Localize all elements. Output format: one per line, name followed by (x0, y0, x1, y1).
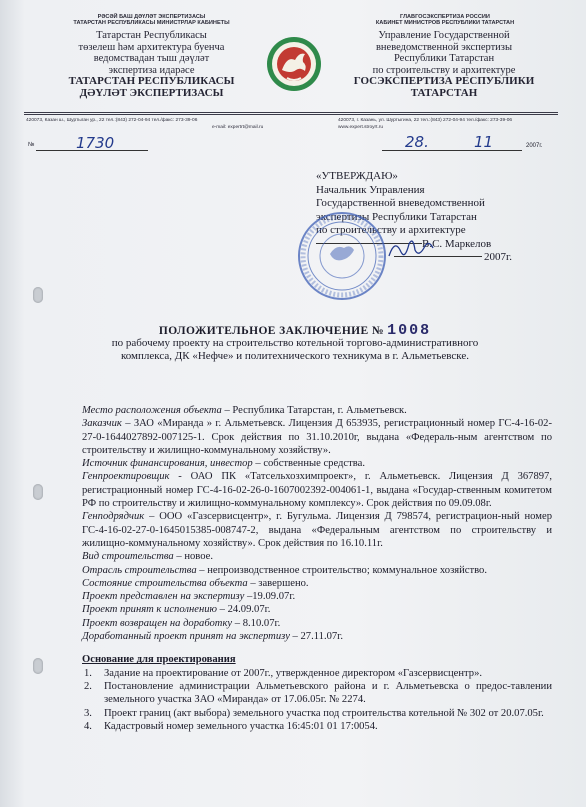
list-text: Задание на проектирование от 2007г., утвержденное директором «Газсервисцентр». (104, 667, 483, 679)
header-line: ТАТАРСТАН РЕСПУБЛИКАСЫ МИНИСТРЛАР КАБИНЕТЫ (73, 20, 230, 27)
field-submitted (82, 590, 552, 603)
header-line: ГЛАВГОСЭКСПЕРТИЗА РОССИИ (400, 14, 490, 20)
tatarstan-emblem-icon (265, 34, 323, 94)
field-label: Место расположения объекта (82, 405, 222, 416)
address-right: 420073, г. Казань, ул. Шуртыгина, 22 тел.:(843) 272-04-94 тел./факс: 273-39-06 (338, 118, 513, 123)
field-finance (82, 457, 552, 470)
field-customer (82, 417, 552, 457)
field-value: – ООО «Газсервисцентр», г. Бугульма. Лицензия Д 798574, регистрацион-ный номер ГС-4-16-02-27-0-1645015385-008747-2, выдана «Федеральным агентством по строительству и жилищно-коммунальному хозяйству». Срок действия по 16.10.11г. (82, 511, 552, 549)
header-line: ведомствадан тыш дәүләт (93, 53, 210, 64)
field-value: - ОАО ПК «Татсельхозхимпроект», г. Альметьевск. Лицензия Д 367897, регистрационный номер ГС-4-16-02-26-0-1607002392-004061-1, выдана «Государ-ственным комитетом РФ по строительству и жилищно-коммунальному комплексу». Срок действия по 09.09.08г. (82, 471, 552, 510)
field-value: – новое. (173, 551, 214, 563)
list-number: 1. (84, 667, 92, 679)
field-label: Проект принят к исполнению (82, 604, 217, 616)
basis-heading: Основание для проектирования (82, 654, 236, 666)
letterhead-right-small (340, 14, 550, 27)
field-value: – непроизводственное строительство; коммунальное хозяйство. (196, 564, 488, 576)
letterhead-left (44, 30, 259, 99)
field-contractor (82, 510, 552, 550)
header-line: Управление Государственной (378, 30, 510, 41)
field-reaccepted (82, 630, 552, 643)
field-kind (82, 550, 552, 563)
letterhead-right (335, 30, 553, 99)
header-line: төзелеш һәм архитектура буенча (78, 41, 225, 53)
field-value: – завершено. (247, 577, 309, 589)
field-value: – 24.09.07г. (216, 604, 271, 616)
approval-signer: В.С. Маркелов (422, 237, 492, 250)
field-designer (82, 470, 552, 510)
approval-year: 2007г. (484, 251, 513, 263)
field-state (82, 577, 552, 590)
list-number: 4. (84, 720, 92, 732)
list-item (82, 720, 552, 733)
field-value: –19.09.07г. (244, 591, 296, 603)
field-label: Генпроектировщик (82, 471, 170, 483)
list-text: Постановление администрации Альметьевского района и г. Альметьевска о предос-тавлении земельного участка ЗАО «Миранда» от 17.06.05г. № 2274. (104, 680, 552, 706)
title-number: 1008 (387, 322, 432, 339)
header-line: экспертиза идарәсе (108, 64, 195, 76)
binder-hole (33, 484, 43, 500)
list-number: 3. (84, 707, 92, 719)
field-label: Источник финансирования, инвестор (82, 458, 253, 470)
address-left: 420073, Казан ш., Шуртыган ур., 22 тел.:(843) 272-04-94 тел./факс: 273-39-06 (26, 118, 198, 123)
approval-line: Государственной вневедомственной (316, 197, 485, 209)
list-item (82, 680, 552, 707)
field-label: Вид строительства (82, 551, 174, 563)
number-label: № (28, 142, 35, 148)
field-value: – 27.11.07г. (289, 631, 343, 643)
website-text: www.expert.stroyrt.ru (338, 125, 384, 130)
field-value: – собственные средства. (252, 458, 365, 470)
binder-hole (33, 287, 43, 303)
list-text: Кадастровый номер земельного участка 16:45:01 01 17:0054. (104, 720, 378, 732)
date-year: 2007г. (526, 143, 543, 149)
field-label: Проект возвращен на доработку (82, 617, 233, 629)
date-line (382, 150, 522, 151)
document-subtitle (60, 337, 530, 363)
approval-line: экспертизы Республики Татарстан (316, 210, 477, 223)
basis-list (82, 667, 552, 733)
field-accepted (82, 603, 552, 616)
header-bold-line: ГОСЭКСПЕРТИЗА РЕСПУБЛИКИ (353, 75, 535, 87)
field-value: – 8.10.07г. (232, 617, 281, 629)
field-label: Проект представлен на экспертизу (82, 591, 245, 603)
title-text: ПОЛОЖИТЕЛЬНОЕ ЗАКЛЮЧЕНИЕ № (158, 325, 384, 337)
round-stamp-icon (296, 210, 388, 302)
signature-icon (385, 234, 435, 264)
field-label: Состояние строительства объекта (82, 577, 248, 589)
binder-hole (33, 658, 43, 674)
field-label: Генподрядчик (82, 511, 145, 523)
handwritten-month: 11 (474, 133, 494, 151)
letterhead-left-small (44, 14, 259, 27)
header-line: по строительству и архитектуре (372, 64, 516, 76)
approval-line: по строительству и архитектуре (316, 224, 466, 236)
approval-line: «УТВЕРЖДАЮ» (316, 170, 398, 182)
field-label: Заказчик (82, 418, 122, 430)
field-label: Отрасль строительства (82, 564, 197, 576)
header-line: вневедомственной экспертизы (375, 41, 513, 53)
header-line: Татарстан Республикасы (96, 30, 207, 41)
handwritten-day: 28. (405, 133, 429, 151)
email-text: e-mail: expertrt@mail.ru (212, 125, 264, 130)
field-returned (82, 617, 552, 630)
document-body (82, 404, 552, 733)
field-location (82, 404, 552, 417)
field-value: – ЗАО «Миранда » г. Альметьевск. Лицензия Д 653935, регистрационный номер ГС-4-16-02-27-0-1644027892-007125-1. Срок действия по 31.10.2010г, выдана «Федераль-ным агентством по строительству и жилищно-коммунальному хозяйству». (82, 418, 552, 456)
header-bold-line: ТАТАРСТАН РЕСПУБЛИКАСЫ (68, 75, 235, 87)
handwritten-number: 1730 (76, 134, 115, 152)
list-item (82, 707, 552, 720)
field-value: – Республика Татарстан, г. Альметьевск. (221, 405, 407, 416)
list-number: 2. (84, 680, 92, 692)
header-line: КАБИНЕТ МИНИСТРОВ РЕСПУБЛИКИ ТАТАРСТАН (375, 20, 515, 27)
header-bold-line: ДӘҮЛӘТ ЭКСПЕРТИЗАСЫ (79, 86, 224, 99)
header-rule (24, 114, 558, 115)
header-rule (24, 112, 558, 113)
approval-line: Начальник Управления (316, 183, 425, 196)
header-line: РӘСӘЙ БАШ ДӘҮЛӘТ ЭКСПЕРТИЗАСЫ (97, 14, 206, 20)
list-text: Проект границ (акт выбора) земельного участка под строительства котельной № 302 от 20.07.05г. (104, 707, 544, 719)
subtitle-line: комплекса, ДК «Нефче» и политехнического техникума в г. Альметьевске. (120, 350, 470, 362)
field-label: Доработанный проект принят на экспертизу (82, 631, 290, 643)
field-branch (82, 564, 552, 577)
subtitle-line: по рабочему проекту на строительство котельной торгово-административного (111, 337, 479, 349)
list-item (82, 667, 552, 680)
header-line: Республики Татарстан (393, 53, 495, 64)
header-bold-line: ТАТАРСТАН (410, 86, 478, 99)
